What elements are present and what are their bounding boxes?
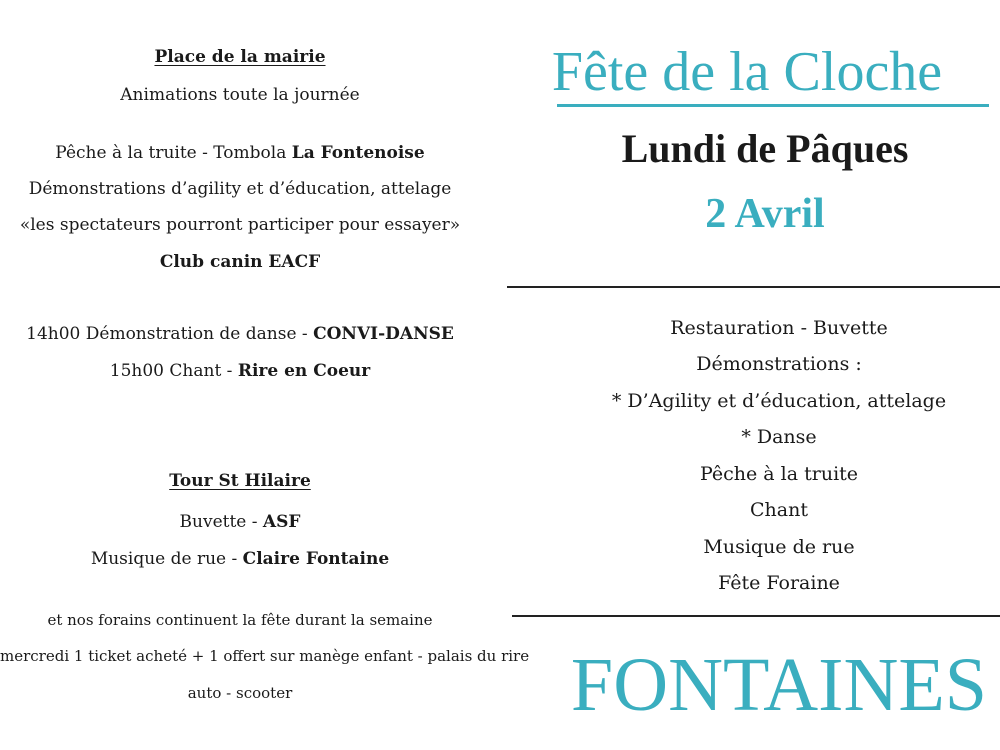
club-label: Club canin EACF xyxy=(159,252,321,272)
musique-text: Musique de rue - xyxy=(90,549,243,569)
animations-text: Animations toute la journée xyxy=(120,85,360,105)
tour-heading: Tour St Hilaire xyxy=(169,471,311,491)
activity-item: Musique de rue xyxy=(703,536,855,558)
spectateurs-text: «les spectateurs pourront participer pour essayer» xyxy=(19,215,461,235)
buvette-text: Buvette - xyxy=(179,512,263,532)
chant-line xyxy=(0,361,480,381)
activity-item: Chant xyxy=(750,499,808,521)
buvette-group: ASF xyxy=(262,512,301,532)
musique-line xyxy=(0,549,480,569)
activity-item: Restauration - Buvette xyxy=(670,317,888,339)
peche-text: Pêche à la truite - Tombola xyxy=(55,143,292,163)
danse-text: 14h00 Démonstration de danse - xyxy=(26,324,314,344)
event-date: 2 Avril xyxy=(705,191,825,237)
activity-item: Démonstrations : xyxy=(696,353,862,375)
mercredi-text: mercredi 1 ticket acheté + 1 offert sur manège enfant - palais du rire xyxy=(0,647,530,665)
event-day: Lundi de Pâques xyxy=(621,126,909,171)
bottom-divider xyxy=(512,615,1000,617)
forains-text: et nos forains continuent la fête durant la semaine xyxy=(47,611,433,629)
demos-text: Démonstrations d’agility et d’éducation, attelage xyxy=(28,179,452,199)
chant-group: Rire en Coeur xyxy=(237,361,371,381)
activity-item: Fête Foraine xyxy=(718,572,840,594)
town-name: FONTAINES xyxy=(570,643,988,727)
buvette-line xyxy=(0,512,480,532)
club-name xyxy=(0,252,480,272)
auto-text: auto - scooter xyxy=(187,684,293,702)
activity-item: Pêche à la truite xyxy=(699,463,859,485)
musique-group: Claire Fontaine xyxy=(242,549,390,569)
danse-group: CONVI-DANSE xyxy=(313,324,454,344)
title-underline xyxy=(557,104,989,107)
place-mairie-heading: Place de la mairie xyxy=(154,47,326,67)
poster-column xyxy=(505,0,1000,750)
event-title: Fête de la Cloche xyxy=(551,41,943,103)
activity-item: * D’Agility et d’éducation, attelage xyxy=(611,390,947,412)
peche-line xyxy=(0,143,480,163)
tombola-name: La Fontenoise xyxy=(291,143,425,163)
top-divider xyxy=(507,286,1000,288)
chant-text: 15h00 Chant - xyxy=(109,361,238,381)
activity-item: * Danse xyxy=(741,426,817,448)
danse-line xyxy=(0,324,480,344)
